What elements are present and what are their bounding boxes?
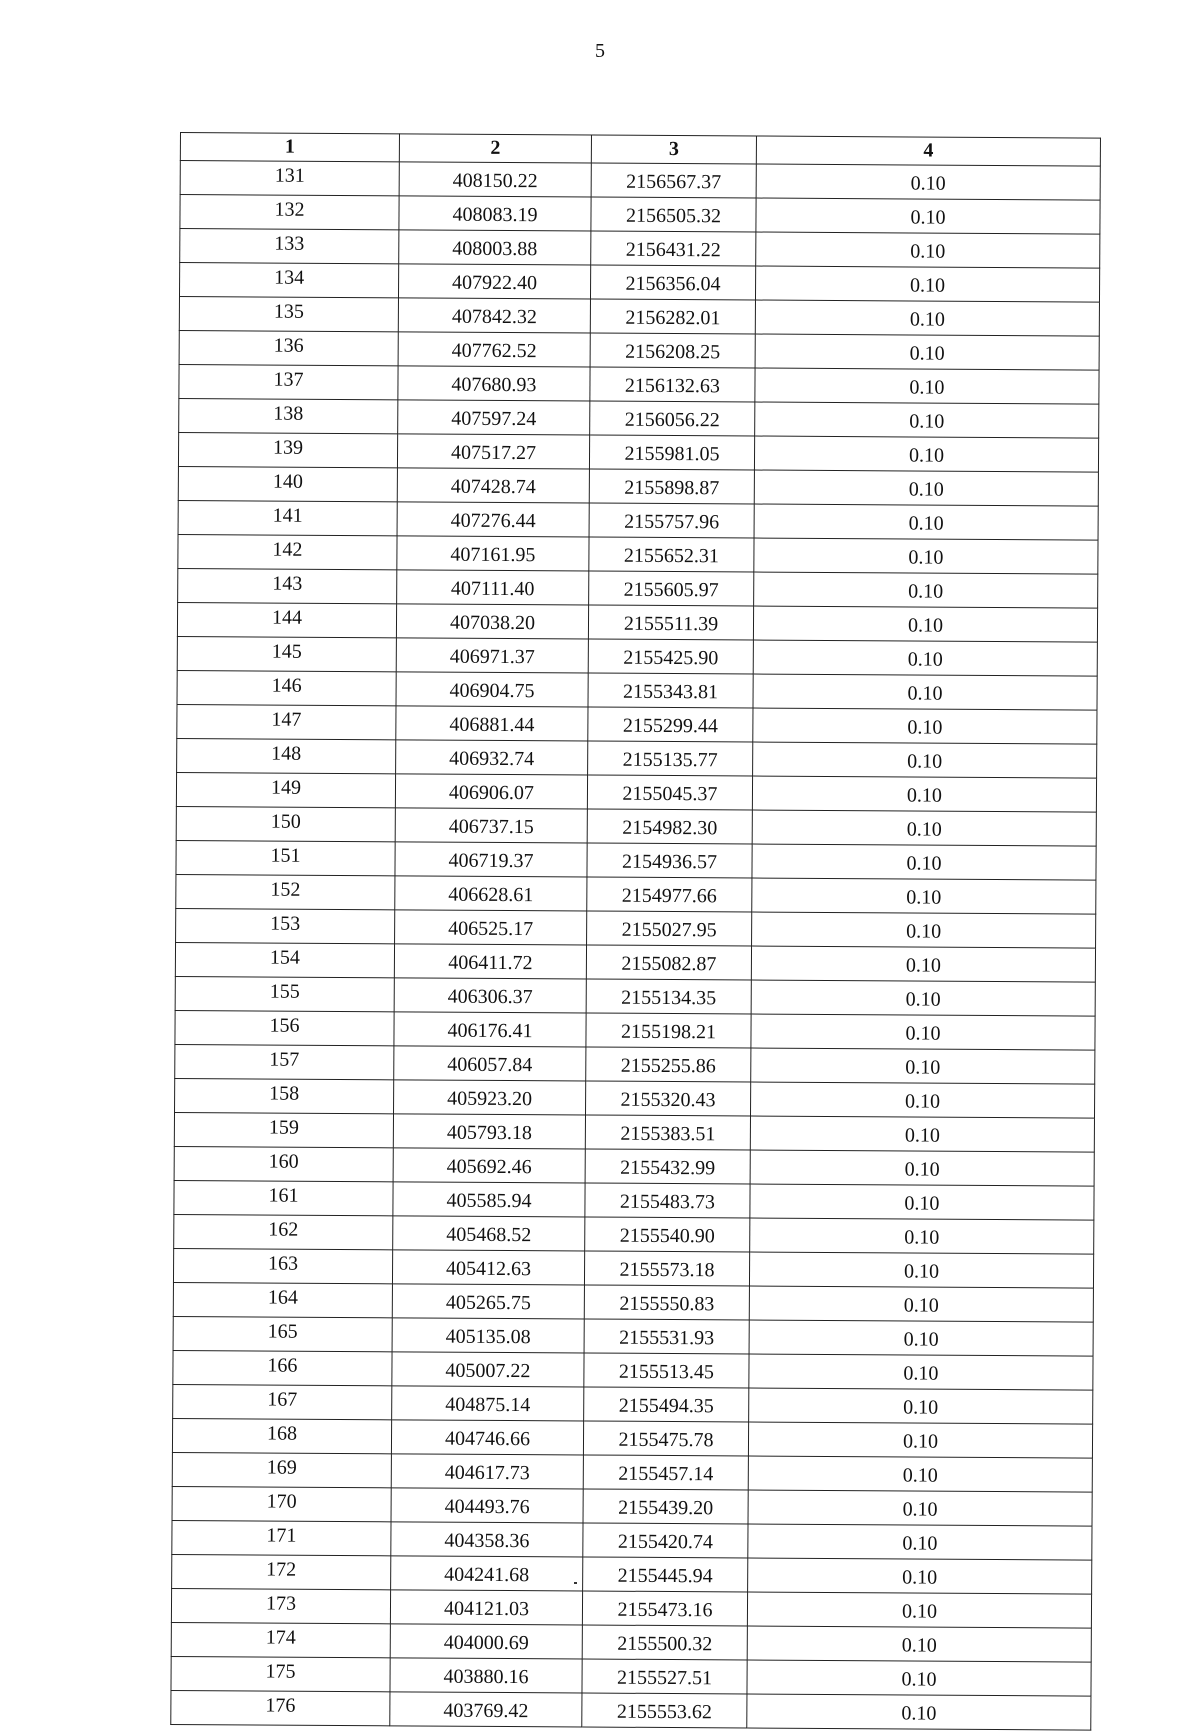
tolerance-cell: 0.10 xyxy=(751,980,1095,1016)
table-row xyxy=(172,1520,1092,1560)
table-row xyxy=(176,806,1096,846)
y-coordinate-cell: 2155255.86 xyxy=(586,1047,751,1082)
point-number-cell: 142 xyxy=(178,534,397,569)
x-coordinate-cell: 406411.72 xyxy=(394,944,586,979)
table-row xyxy=(177,738,1097,778)
y-coordinate-cell: 2155500.32 xyxy=(582,1625,747,1660)
tolerance-cell: 0.10 xyxy=(750,1150,1094,1186)
x-coordinate-cell: 407517.27 xyxy=(397,434,589,469)
x-coordinate-cell: 407038.20 xyxy=(396,604,588,639)
y-coordinate-cell: 2155605.97 xyxy=(589,571,754,606)
table-row xyxy=(176,908,1096,948)
y-coordinate-cell: 2155082.87 xyxy=(586,945,751,980)
x-coordinate-cell: 404121.03 xyxy=(390,1590,582,1625)
point-number-cell: 175 xyxy=(171,1656,390,1691)
point-number-cell: 140 xyxy=(178,466,397,501)
table-row xyxy=(177,636,1097,676)
x-coordinate-cell: 407922.40 xyxy=(398,264,590,299)
point-number-cell: 160 xyxy=(174,1146,393,1181)
x-coordinate-cell: 408083.19 xyxy=(399,196,591,231)
point-number-cell: 153 xyxy=(176,908,395,943)
y-coordinate-cell: 2155425.90 xyxy=(588,639,753,674)
x-coordinate-cell: 405412.63 xyxy=(392,1250,584,1285)
y-coordinate-cell: 2155198.21 xyxy=(586,1013,751,1048)
x-coordinate-cell: 404000.69 xyxy=(390,1624,582,1659)
x-coordinate-cell: 407597.24 xyxy=(398,400,590,435)
point-number-cell: 159 xyxy=(174,1112,393,1147)
table-row xyxy=(176,874,1096,914)
y-coordinate-cell: 2156132.63 xyxy=(590,367,755,402)
y-coordinate-cell: 2155540.90 xyxy=(585,1217,750,1252)
table-body xyxy=(171,161,1101,1731)
table-row xyxy=(173,1316,1093,1356)
y-coordinate-cell: 2155553.62 xyxy=(582,1693,747,1728)
table-row xyxy=(177,670,1097,710)
x-coordinate-cell: 407276.44 xyxy=(397,502,589,537)
x-coordinate-cell: 407762.52 xyxy=(398,332,590,367)
y-coordinate-cell: 2154977.66 xyxy=(587,877,752,912)
point-number-cell: 169 xyxy=(172,1452,391,1487)
tolerance-cell: 0.10 xyxy=(747,1626,1091,1662)
point-number-cell: 170 xyxy=(172,1486,391,1521)
point-number-cell: 158 xyxy=(175,1078,394,1113)
table-row xyxy=(178,568,1098,608)
tolerance-cell: 0.10 xyxy=(754,436,1098,472)
tolerance-cell: 0.10 xyxy=(754,504,1098,540)
y-coordinate-cell: 2155135.77 xyxy=(588,741,753,776)
point-number-cell: 138 xyxy=(179,398,398,433)
point-number-cell: 146 xyxy=(177,670,396,705)
tolerance-cell: 0.10 xyxy=(755,300,1099,336)
tolerance-cell: 0.10 xyxy=(749,1388,1093,1424)
tolerance-cell: 0.10 xyxy=(751,1014,1095,1050)
table-row xyxy=(172,1554,1092,1594)
y-coordinate-cell: 2156505.32 xyxy=(591,197,756,232)
point-number-cell: 171 xyxy=(172,1520,391,1555)
y-coordinate-cell: 2155757.96 xyxy=(589,503,754,538)
page-number: 5 xyxy=(595,40,605,62)
tolerance-cell: 0.10 xyxy=(749,1286,1093,1322)
point-number-cell: 141 xyxy=(178,500,397,535)
table-row xyxy=(175,1078,1095,1118)
point-number-cell: 156 xyxy=(175,1010,394,1045)
tolerance-cell: 0.10 xyxy=(748,1456,1092,1492)
x-coordinate-cell: 406881.44 xyxy=(396,706,588,741)
point-number-cell: 172 xyxy=(172,1554,391,1589)
table-row xyxy=(171,1588,1091,1628)
x-coordinate-cell: 405007.22 xyxy=(392,1352,584,1387)
point-number-cell: 145 xyxy=(177,636,396,671)
tolerance-cell: 0.10 xyxy=(754,538,1098,574)
y-coordinate-cell: 2155483.73 xyxy=(585,1183,750,1218)
table-row xyxy=(173,1282,1093,1322)
table-row xyxy=(174,1180,1094,1220)
tolerance-cell: 0.10 xyxy=(753,640,1097,676)
point-number-cell: 136 xyxy=(179,330,398,365)
tolerance-cell: 0.10 xyxy=(750,1082,1094,1118)
table-row xyxy=(179,398,1099,438)
y-coordinate-cell: 2156356.04 xyxy=(590,265,755,300)
tolerance-cell: 0.10 xyxy=(750,1116,1094,1152)
y-coordinate-cell: 2154936.57 xyxy=(587,843,752,878)
y-coordinate-cell: 2155439.20 xyxy=(583,1489,748,1524)
point-number-cell: 157 xyxy=(175,1044,394,1079)
y-coordinate-cell: 2155473.16 xyxy=(582,1591,747,1626)
table-row xyxy=(171,1656,1091,1696)
table-row xyxy=(179,364,1099,404)
tolerance-cell: 0.10 xyxy=(754,470,1098,506)
point-number-cell: 139 xyxy=(178,432,397,467)
table-row xyxy=(173,1384,1093,1424)
table-row xyxy=(174,1112,1094,1152)
point-number-cell: 154 xyxy=(175,942,394,977)
table-row xyxy=(178,466,1098,506)
point-number-cell: 144 xyxy=(177,602,396,637)
y-coordinate-cell: 2155320.43 xyxy=(586,1081,751,1116)
y-coordinate-cell: 2156282.01 xyxy=(590,299,755,334)
tolerance-cell: 0.10 xyxy=(748,1490,1092,1526)
point-number-cell: 168 xyxy=(172,1418,391,1453)
x-coordinate-cell: 403880.16 xyxy=(390,1658,582,1693)
point-number-cell: 166 xyxy=(173,1350,392,1385)
tolerance-cell: 0.10 xyxy=(755,368,1099,404)
x-coordinate-cell: 405692.46 xyxy=(393,1148,585,1183)
column-header-2: 2 xyxy=(399,134,591,163)
tolerance-cell: 0.10 xyxy=(748,1558,1092,1594)
y-coordinate-cell: 2155343.81 xyxy=(588,673,753,708)
tolerance-cell: 0.10 xyxy=(747,1660,1091,1696)
x-coordinate-cell: 405793.18 xyxy=(393,1114,585,1149)
point-number-cell: 165 xyxy=(173,1316,392,1351)
x-coordinate-cell: 408003.88 xyxy=(399,230,591,265)
x-coordinate-cell: 408150.22 xyxy=(399,162,591,197)
table-row xyxy=(176,840,1096,880)
point-number-cell: 150 xyxy=(176,806,395,841)
tolerance-cell: 0.10 xyxy=(756,232,1100,268)
point-number-cell: 167 xyxy=(173,1384,392,1419)
y-coordinate-cell: 2155299.44 xyxy=(588,707,753,742)
table-row xyxy=(172,1486,1092,1526)
column-header-4: 4 xyxy=(756,136,1100,166)
coordinates-table-container xyxy=(170,132,1100,1731)
table-row xyxy=(172,1452,1092,1492)
y-coordinate-cell: 2155475.78 xyxy=(583,1421,748,1456)
tolerance-cell: 0.10 xyxy=(747,1592,1091,1628)
x-coordinate-cell: 406904.75 xyxy=(396,672,588,707)
tolerance-cell: 0.10 xyxy=(752,878,1096,914)
point-number-cell: 133 xyxy=(180,229,399,264)
x-coordinate-cell: 407842.32 xyxy=(398,298,590,333)
y-coordinate-cell: 2155652.31 xyxy=(589,537,754,572)
y-coordinate-cell: 2155573.18 xyxy=(584,1251,749,1286)
table-row xyxy=(179,297,1099,337)
tolerance-cell: 0.10 xyxy=(755,266,1099,302)
x-coordinate-cell: 405923.20 xyxy=(394,1080,586,1115)
column-header-3: 3 xyxy=(591,135,756,164)
y-coordinate-cell: 2155898.87 xyxy=(589,469,754,504)
x-coordinate-cell: 404746.66 xyxy=(391,1420,583,1455)
x-coordinate-cell: 403769.42 xyxy=(390,1692,582,1727)
scan-speck xyxy=(574,1582,577,1584)
point-number-cell: 151 xyxy=(176,840,395,875)
x-coordinate-cell: 404875.14 xyxy=(392,1386,584,1421)
x-coordinate-cell: 406971.37 xyxy=(396,638,588,673)
table-row xyxy=(174,1146,1094,1186)
x-coordinate-cell: 404358.36 xyxy=(391,1522,583,1557)
point-number-cell: 152 xyxy=(176,874,395,909)
y-coordinate-cell: 2155513.45 xyxy=(584,1353,749,1388)
table-row xyxy=(177,704,1097,744)
x-coordinate-cell: 406525.17 xyxy=(395,910,587,945)
y-coordinate-cell: 2155432.99 xyxy=(585,1149,750,1184)
table-row xyxy=(175,942,1095,982)
x-coordinate-cell: 404493.76 xyxy=(391,1488,583,1523)
y-coordinate-cell: 2155550.83 xyxy=(584,1285,749,1320)
tolerance-cell: 0.10 xyxy=(752,912,1096,948)
x-coordinate-cell: 407161.95 xyxy=(397,536,589,571)
table-row xyxy=(175,1010,1095,1050)
table-row xyxy=(171,1690,1091,1730)
tolerance-cell: 0.10 xyxy=(749,1354,1093,1390)
x-coordinate-cell: 404241.68 xyxy=(391,1556,583,1591)
y-coordinate-cell: 2155981.05 xyxy=(589,435,754,470)
y-coordinate-cell: 2156056.22 xyxy=(590,401,755,436)
table-row xyxy=(172,1418,1092,1458)
table-row xyxy=(174,1214,1094,1254)
tolerance-cell: 0.10 xyxy=(753,674,1097,710)
table-row xyxy=(171,1622,1091,1662)
x-coordinate-cell: 406057.84 xyxy=(394,1046,586,1081)
x-coordinate-cell: 407428.74 xyxy=(397,468,589,503)
x-coordinate-cell: 405585.94 xyxy=(393,1182,585,1217)
y-coordinate-cell: 2155027.95 xyxy=(587,911,752,946)
y-coordinate-cell: 2155527.51 xyxy=(582,1659,747,1694)
point-number-cell: 137 xyxy=(179,364,398,399)
tolerance-cell: 0.10 xyxy=(748,1524,1092,1560)
tolerance-cell: 0.10 xyxy=(753,708,1097,744)
table-row xyxy=(173,1350,1093,1390)
x-coordinate-cell: 405265.75 xyxy=(392,1284,584,1319)
table-row xyxy=(176,772,1096,812)
tolerance-cell: 0.10 xyxy=(756,198,1100,234)
tolerance-cell: 0.10 xyxy=(752,776,1096,812)
x-coordinate-cell: 405468.52 xyxy=(393,1216,585,1251)
table-row xyxy=(178,432,1098,472)
x-coordinate-cell: 407111.40 xyxy=(397,570,589,605)
tolerance-cell: 0.10 xyxy=(753,606,1097,642)
point-number-cell: 131 xyxy=(180,161,399,196)
x-coordinate-cell: 404617.73 xyxy=(391,1454,583,1489)
y-coordinate-cell: 2155383.51 xyxy=(585,1115,750,1150)
point-number-cell: 135 xyxy=(179,297,398,332)
y-coordinate-cell: 2155457.14 xyxy=(583,1455,748,1490)
point-number-cell: 161 xyxy=(174,1180,393,1215)
x-coordinate-cell: 406176.41 xyxy=(394,1012,586,1047)
point-number-cell: 174 xyxy=(171,1622,390,1657)
x-coordinate-cell: 406906.07 xyxy=(395,774,587,809)
table-row xyxy=(180,195,1100,235)
tolerance-cell: 0.10 xyxy=(750,1218,1094,1254)
point-number-cell: 143 xyxy=(178,568,397,603)
table-row xyxy=(173,1248,1093,1288)
tolerance-cell: 0.10 xyxy=(751,946,1095,982)
y-coordinate-cell: 2156208.25 xyxy=(590,333,755,368)
x-coordinate-cell: 406719.37 xyxy=(395,842,587,877)
table-row xyxy=(179,330,1099,370)
y-coordinate-cell: 2155045.37 xyxy=(587,775,752,810)
y-coordinate-cell: 2156567.37 xyxy=(591,163,756,198)
point-number-cell: 173 xyxy=(171,1588,390,1623)
column-header-1: 1 xyxy=(180,133,399,162)
table-row xyxy=(178,500,1098,540)
tolerance-cell: 0.10 xyxy=(754,572,1098,608)
point-number-cell: 132 xyxy=(180,195,399,230)
point-number-cell: 163 xyxy=(173,1248,392,1283)
y-coordinate-cell: 2155531.93 xyxy=(584,1319,749,1354)
point-number-cell: 155 xyxy=(175,976,394,1011)
tolerance-cell: 0.10 xyxy=(750,1184,1094,1220)
tolerance-cell: 0.10 xyxy=(752,810,1096,846)
tolerance-cell: 0.10 xyxy=(755,402,1099,438)
x-coordinate-cell: 407680.93 xyxy=(398,366,590,401)
x-coordinate-cell: 406932.74 xyxy=(396,740,588,775)
table-row xyxy=(180,229,1100,269)
table-row xyxy=(177,602,1097,642)
coordinates-table xyxy=(170,132,1101,1731)
x-coordinate-cell: 406737.15 xyxy=(395,808,587,843)
table-row xyxy=(179,263,1099,303)
point-number-cell: 134 xyxy=(179,263,398,298)
y-coordinate-cell: 2155494.35 xyxy=(584,1387,749,1422)
tolerance-cell: 0.10 xyxy=(751,1048,1095,1084)
x-coordinate-cell: 406628.61 xyxy=(395,876,587,911)
table-row xyxy=(178,534,1098,574)
table-row xyxy=(175,1044,1095,1084)
y-coordinate-cell: 2155420.74 xyxy=(583,1523,748,1558)
tolerance-cell: 0.10 xyxy=(747,1694,1091,1730)
tolerance-cell: 0.10 xyxy=(753,742,1097,778)
tolerance-cell: 0.10 xyxy=(749,1320,1093,1356)
y-coordinate-cell: 2154982.30 xyxy=(587,809,752,844)
tolerance-cell: 0.10 xyxy=(749,1252,1093,1288)
x-coordinate-cell: 406306.37 xyxy=(394,978,586,1013)
y-coordinate-cell: 2155134.35 xyxy=(586,979,751,1014)
point-number-cell: 162 xyxy=(174,1214,393,1249)
tolerance-cell: 0.10 xyxy=(756,164,1100,200)
point-number-cell: 176 xyxy=(171,1690,390,1725)
x-coordinate-cell: 405135.08 xyxy=(392,1318,584,1353)
point-number-cell: 149 xyxy=(176,772,395,807)
y-coordinate-cell: 2155511.39 xyxy=(588,605,753,640)
tolerance-cell: 0.10 xyxy=(748,1422,1092,1458)
tolerance-cell: 0.10 xyxy=(752,844,1096,880)
point-number-cell: 164 xyxy=(173,1282,392,1317)
tolerance-cell: 0.10 xyxy=(755,334,1099,370)
y-coordinate-cell: 2156431.22 xyxy=(591,231,756,266)
point-number-cell: 148 xyxy=(177,738,396,773)
table-row xyxy=(175,976,1095,1016)
table-row xyxy=(180,161,1100,201)
point-number-cell: 147 xyxy=(177,704,396,739)
y-coordinate-cell: 2155445.94 xyxy=(583,1557,748,1592)
